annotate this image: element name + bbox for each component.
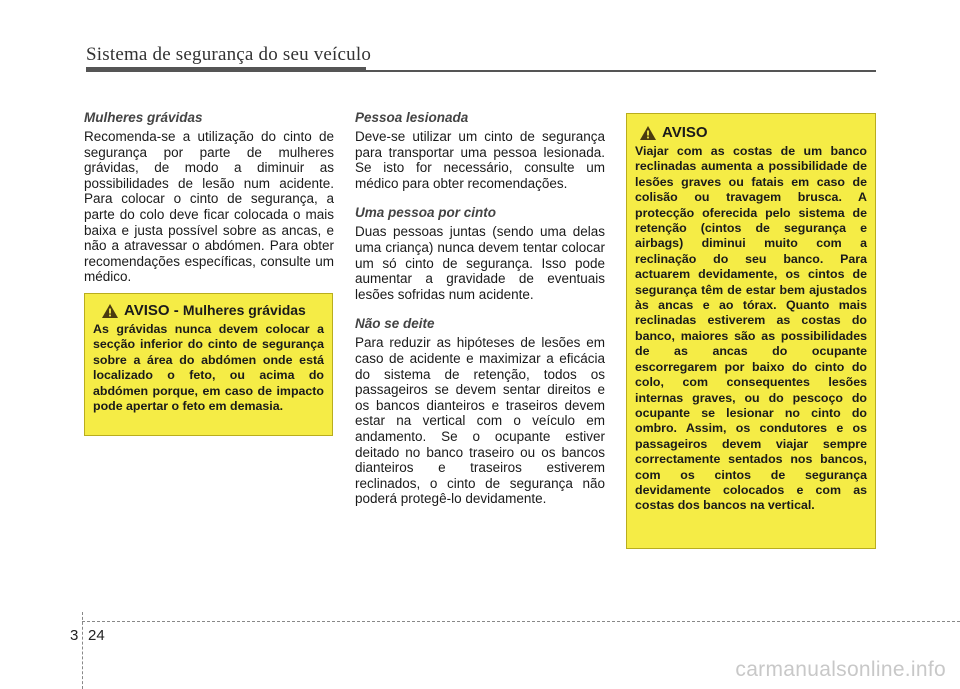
warning-header: [635, 124, 867, 141]
warning-triangle-icon: [639, 125, 657, 141]
warning-header: [93, 302, 324, 319]
warning-title: [124, 302, 306, 319]
section-text-injured: Deve-se utilizar um cinto de segurança para transportar uma pessoa lesionada. Se isto for necessário, consulte um médico para obter recomendações.: [355, 129, 605, 191]
section-title-do-not-lie: Não se deite: [355, 316, 435, 332]
section-text-one-per-belt: Duas pessoas juntas (sendo uma delas uma criança) nunca devem tentar colocar um só cinto de segurança. Isso pode aumentar a gravidade de eventuais lesões sofridas num acidente.: [355, 224, 605, 302]
watermark: carmanualsonline.info: [735, 658, 946, 681]
chapter-number: 3: [70, 627, 79, 644]
warning-title-prefix: AVISO -: [124, 302, 183, 319]
left-column: [84, 110, 334, 299]
warning-title-sub: Mulheres grávidas: [182, 302, 306, 318]
section-title-injured: Pessoa lesionada: [355, 110, 469, 125]
section-text-do-not-lie: Para reduzir as hipóteses de lesões em caso de acidente e maximizar a eficácia do sistema de retenção, todos os passageiros se devem sentar direitos e os bancos dianteiros e traseiros devem estar na vertical com o veículo em andamento. Se o ocupante estiver deitado no banco traseiro ou os bancos dianteiros e traseiros estiverem reclinados, o cinto de segurança não poderá protegê-lo devidamente.: [355, 335, 605, 507]
warning-text-recline: Viajar com as costas de um banco reclinadas aumenta a possibilidade de lesões graves ou fatais em caso de colisão ou travagem brusca. A protecção oferecida pelo sistema de retenção (cintos de segurança e airbags) diminui muito com a reclinação do seu banco. Para actuarem devidamente, os cintos de segurança têm de estar bem ajustados às ancas e ao tórax. Quanto mais reclinadas estiverem as costas do banco, maiores são as possibilidades de as ancas do ocupante escorregarem por baixo do cinto do colo, com consequentes lesões internas graves, ou do pescoço do ocupante se lesionar no cinto do ombro. Assim, os condutores e os passageiros devem viajar sempre correctamente sentados nos bancos, com os cintos de segurança devidamente colocados e com as costas dos bancos na vertical.: [635, 144, 867, 513]
footer-horizontal-rule: [82, 621, 960, 622]
section-title-one-per-belt: Uma pessoa por cinto: [355, 205, 497, 221]
warning-title: AVISO: [662, 124, 708, 141]
warning-box-pregnant: [84, 293, 333, 436]
footer-vertical-rule: [82, 612, 83, 689]
page-number: 24: [88, 627, 105, 644]
warning-box-recline: [626, 113, 876, 549]
section-title-pregnant: Mulheres grávidas: [84, 110, 203, 125]
header-rule-thin: [86, 70, 876, 72]
middle-column: [355, 110, 605, 521]
warning-triangle-icon: [101, 303, 119, 319]
warning-text-pregnant: As grávidas nunca devem colocar a secção inferior do cinto de segurança sobre a área do abdómen onde está localizado o feto, ou acima do abdómen porque, em caso de impacto pode apertar o feto em demasia.: [93, 322, 324, 414]
header-title: Sistema de segurança do seu veículo: [86, 44, 372, 65]
section-text-pregnant: Recomenda-se a utilização do cinto de segurança por parte de mulheres grávidas, de modo a diminuir as possibilidades de lesão num acidente. Para colocar o cinto de segurança, a parte do colo deve ficar colocada o mais baixa e justa possível sobre as ancas, e não a atravessar o abdómen. Para obter recomendações específicas, consulte um médico.: [84, 129, 334, 285]
